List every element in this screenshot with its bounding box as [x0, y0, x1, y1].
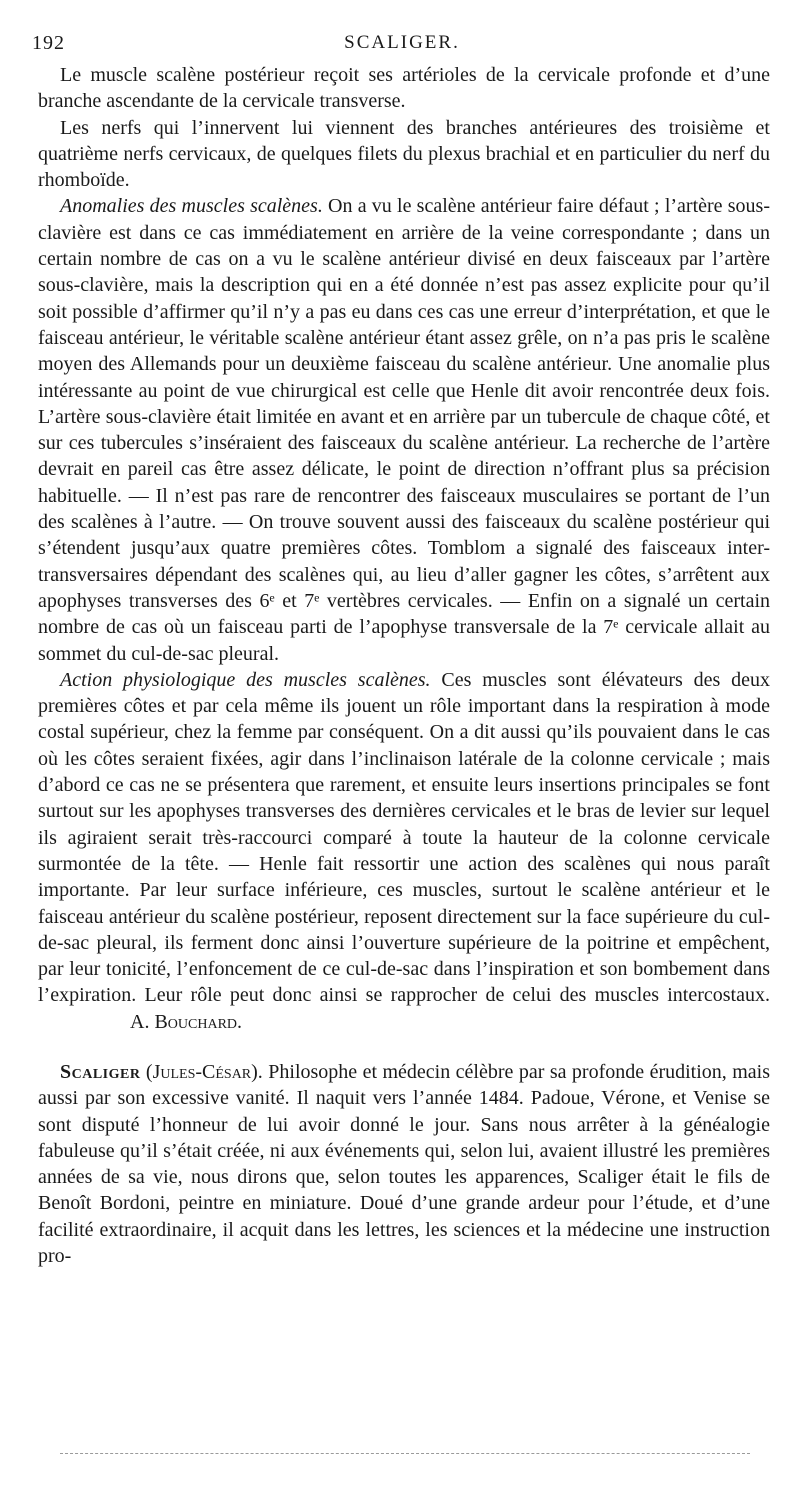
entry-scaliger [38, 1059, 770, 1269]
paragraph-physiology [38, 667, 770, 1035]
section-heading-physiology: Action physiologique des muscles scalènes. [60, 668, 431, 691]
entry-qualifier: (Jules-César). [140, 1060, 263, 1083]
paragraph-nerves [38, 115, 770, 194]
entry-text: Philosophe et médecin célèbre par sa profonde érudition, mais aussi par son excessive vanité. Il naquit vers l’année 1484. Padoue, Vérone, et Venise se sont disputé l’honneur de lui avoir donné le jour. Sans nous arrêter à la généalogie fabuleuse qu’il s’était créée, ni aux événements qui, selon lui, avaient illustré les premières années de sa vie, nous dirons que, selon toutes les apparences, Scaliger était le fils de Benoît Bordoni, peintre en miniature. Doué d’une grande ardeur pour l’étude, et d’une facilité extraordinaire, il acquit dans les lettres, les sciences et la médecine une instruction pro- [38, 1060, 770, 1268]
running-title: SCALIGER. [344, 32, 460, 53]
page-header [32, 32, 772, 58]
paragraph-text: Ces muscles sont élévateurs des deux premières côtes et par cela même ils jouent un rôle important dans la respiration à mode costal supérieur, chez la femme par conséquent. On a dit aussi qu’ils pouvaient dans le cas où les côtes seraient fixées, agir dans l’inclinaison latérale de la colonne cervicale ; mais d’abord ce cas ne se présentera que rarement, et ensuite leurs insertions principales se font surtout sur les apophyses transverses des dernières cervicales et le bras de levier sur lequel ils agiraient serait très-raccourci comparé à toute la hauteur de la colonne cervicale surmontée de la tête. — Henle fait ressortir une action des scalènes qui nous paraît importante. Par leur surface inférieure, ces muscles, surtout le scalène antérieur et le faisceau antérieur du scalène postérieur, reposent directement sur la face supérieure du cul-de-sac pleural, ils ferment donc ainsi l’ouverture supérieure de la poitrine et empêchent, par leur tonicité, l’enfoncement de ce cul-de-sac dans l’inspiration et son bombement dans l’expiration. Leur rôle peut donc ainsi se rapprocher de celui des muscles intercostaux. [38, 668, 771, 1007]
footer-divider [60, 1453, 750, 1454]
author-signature: A. Bouchard. [130, 1010, 243, 1033]
section-heading-anomalies: Anomalies des muscles scalènes. [60, 195, 323, 218]
paragraph-text: On a vu le scalène antérieur faire défaut ; l’artère sous-clavière est dans ce cas immédiatement en arrière de la veine correspondante ; dans un certain nombre de cas on a vu le scalène antérieur divisé en deux faisceaux par l’artère sous-clavière, mais la description qui en a été donnée n’est pas assez explicite pour qu’il soit possible d’affirmer qu’il n’y a pas eu dans ces cas une erreur d’interprétation, et que le faisceau antérieur, le véritable scalène antérieur étant assez grêle, on n’a pas pris le scalène moyen des Allemands pour un deuxième faisceau du scalène antérieur. Une anomalie plus intéressante au point de vue chirurgical est celle que Henle dit avoir rencontrée deux fois. L’artère sous-clavière était limitée en avant et en arrière par un tubercule de chaque côté, et sur ces tubercules s’inséraient des faisceaux du scalène antérieur. La recherche de l’artère devrait en pareil cas être assez délicate, le point de direction n’offrant plus sa précision habituelle. — Il n’est pas rare de rencontrer des faisceaux musculaires se portant de l’un des scalènes à l’autre. — On trouve souvent aussi des faisceaux du scalène postérieur qui s’étendent jusqu’aux quatre premières côtes. Tomblom a signalé des faisceaux inter-transversaires dépendant des scalènes qui, au lieu d’aller gagner les côtes, s’arrêtent aux apophyses transverses des 6ᵉ et 7ᵉ vertèbres cervicales. — Enfin on a signalé un certain nombre de cas où un faisceau parti de l’apophyse transversale de la 7ᵉ cervicale allait au sommet du cul-de-sac pleural. [38, 195, 770, 665]
page-body [38, 62, 770, 1269]
paragraph-arteries [38, 62, 770, 115]
paragraph-text: Le muscle scalène postérieur reçoit ses artérioles de la cervicale profonde et d’une branche ascendante de la cervicale transverse. [38, 64, 770, 113]
paragraph-text: Les nerfs qui l’innervent lui viennent des branches antérieures des troisième et quatrième nerfs cervicaux, de quelques filets du plexus brachial et en particulier du nerf du rhomboïde. [38, 116, 770, 192]
entry-headword: Scaliger [60, 1060, 141, 1083]
page-number: 192 [32, 32, 65, 54]
paragraph-anomalies [38, 193, 770, 666]
